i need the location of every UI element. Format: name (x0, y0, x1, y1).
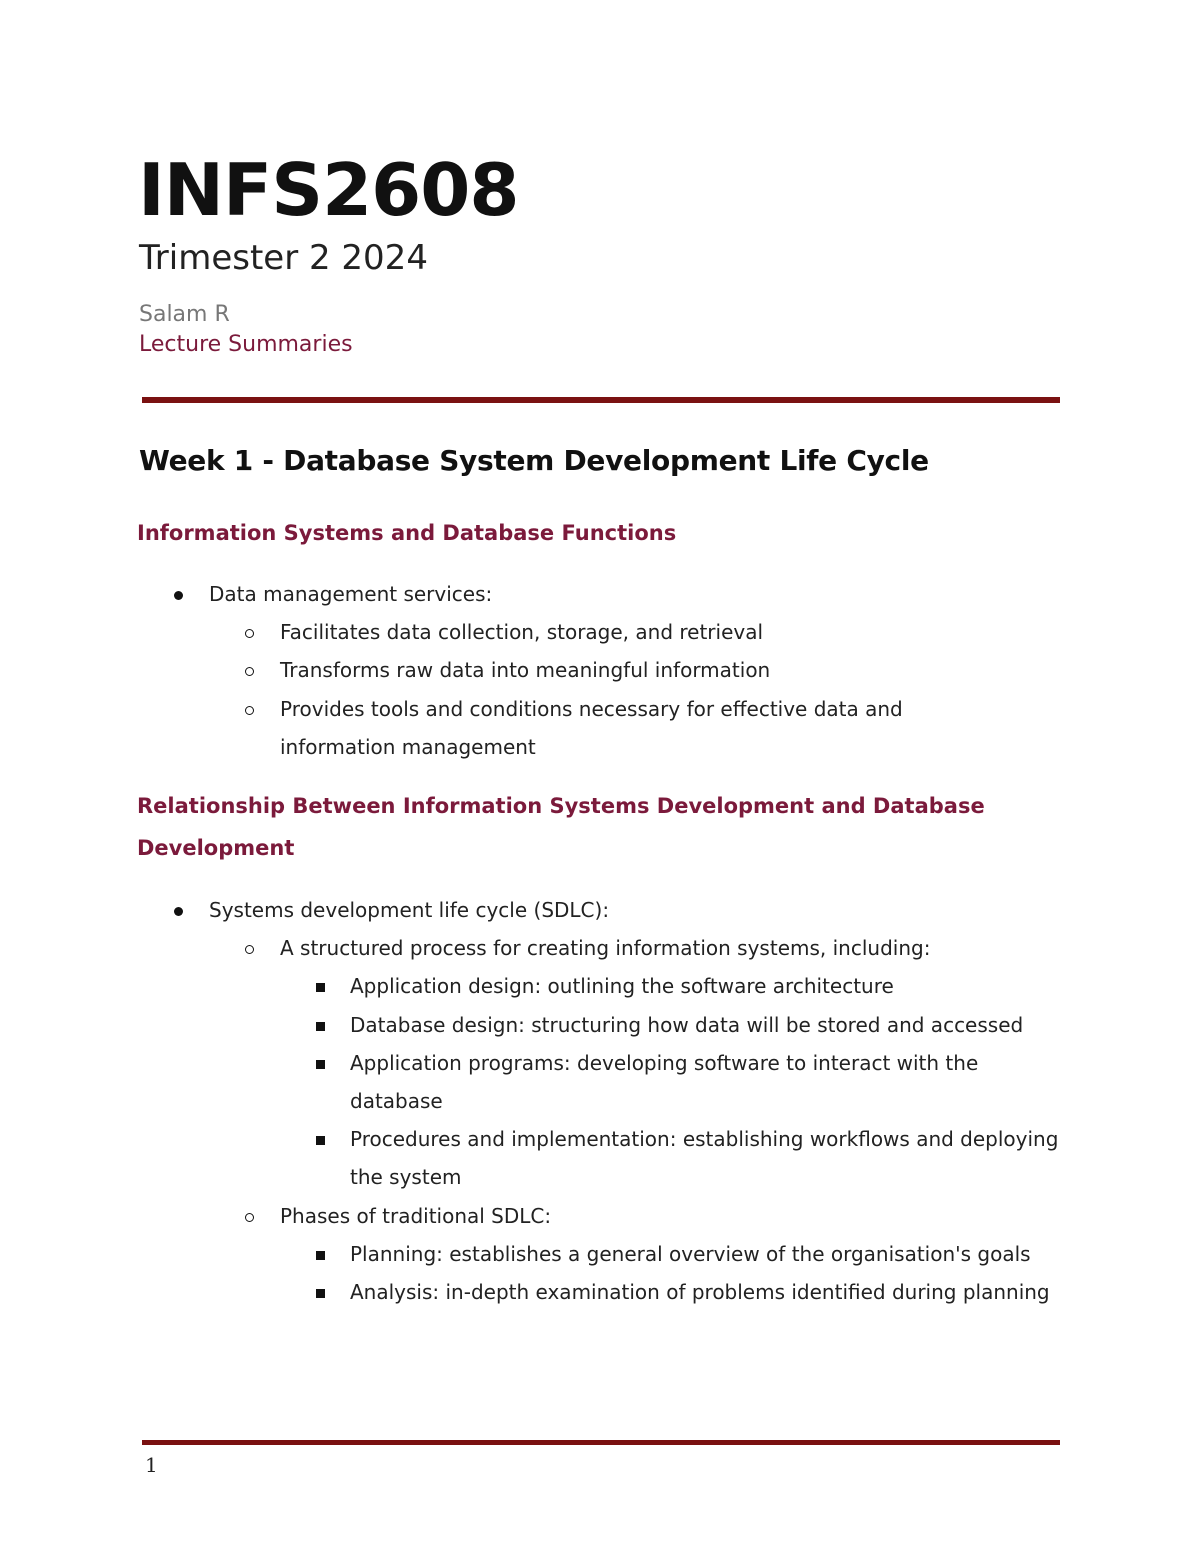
bullet-circle-icon (245, 629, 254, 638)
bullet-square-icon (316, 983, 325, 992)
header-divider (142, 397, 1060, 403)
list-item-text: Application design: outlining the software architecture (350, 974, 894, 999)
list-item (0, 929, 1075, 967)
list-item (0, 1044, 1075, 1120)
bullet-circle-icon (245, 667, 254, 676)
bullet-square-icon (316, 1251, 325, 1260)
bullet-circle-icon (245, 1213, 254, 1222)
list-item-text: Transforms raw data into meaningful information (280, 658, 771, 683)
list-item (0, 967, 1075, 1005)
list-item-text: Planning: establishes a general overview of the organisation's goals (350, 1241, 1031, 1266)
bullet-circle-icon (245, 706, 254, 715)
list-item-text: Analysis: in-depth examination of problems identified during planning (350, 1280, 1050, 1305)
list-item (0, 1235, 1075, 1273)
list-item (0, 1006, 1075, 1044)
list-item-text: Database design: structuring how data will be stored and accessed (350, 1012, 1024, 1037)
author-name: Salam R (139, 302, 230, 327)
document-kind: Lecture Summaries (139, 332, 353, 357)
section1-list (0, 575, 970, 766)
bullet-disc-icon (174, 907, 183, 916)
list-item (0, 1273, 1075, 1311)
list-item-text: Systems development life cycle (SDLC): (209, 898, 610, 922)
bullet-square-icon (316, 1060, 325, 1069)
bullet-square-icon (316, 1136, 325, 1145)
section-heading-information-systems: Information Systems and Database Functions (137, 521, 677, 545)
list-item (0, 1197, 1075, 1235)
list-item (0, 651, 970, 689)
list-item (0, 891, 1075, 929)
list-item-text: Phases of traditional SDLC: (280, 1203, 552, 1228)
footer-divider (142, 1440, 1060, 1445)
bullet-disc-icon (174, 591, 183, 600)
list-item-text: Procedures and implementation: establishing workflows and deploying the system (350, 1127, 1059, 1190)
list-item-text: Provides tools and conditions necessary for effective data and information management (280, 696, 903, 759)
bullet-circle-icon (245, 945, 254, 954)
week-heading: Week 1 - Database System Development Life Cycle (139, 444, 929, 477)
bullet-square-icon (316, 1022, 325, 1031)
bullet-square-icon (316, 1289, 325, 1298)
list-item (0, 613, 970, 651)
list-item-text: Data management services: (209, 582, 493, 606)
list-item (0, 575, 970, 613)
list-item-text: Facilitates data collection, storage, and retrieval (280, 620, 764, 645)
section-heading-relationship: Relationship Between Information Systems Development and Database Development (137, 794, 985, 860)
list-item-text: Application programs: developing software to interact with the database (350, 1050, 979, 1114)
term-subtitle: Trimester 2 2024 (139, 238, 428, 278)
list-item (0, 1120, 1075, 1196)
course-code: INFS2608 (138, 148, 519, 232)
list-item (0, 690, 970, 766)
page-number: 1 (145, 1453, 158, 1477)
list-item-text: A structured process for creating information systems, including: (280, 936, 931, 961)
section2-list (0, 891, 1075, 1311)
